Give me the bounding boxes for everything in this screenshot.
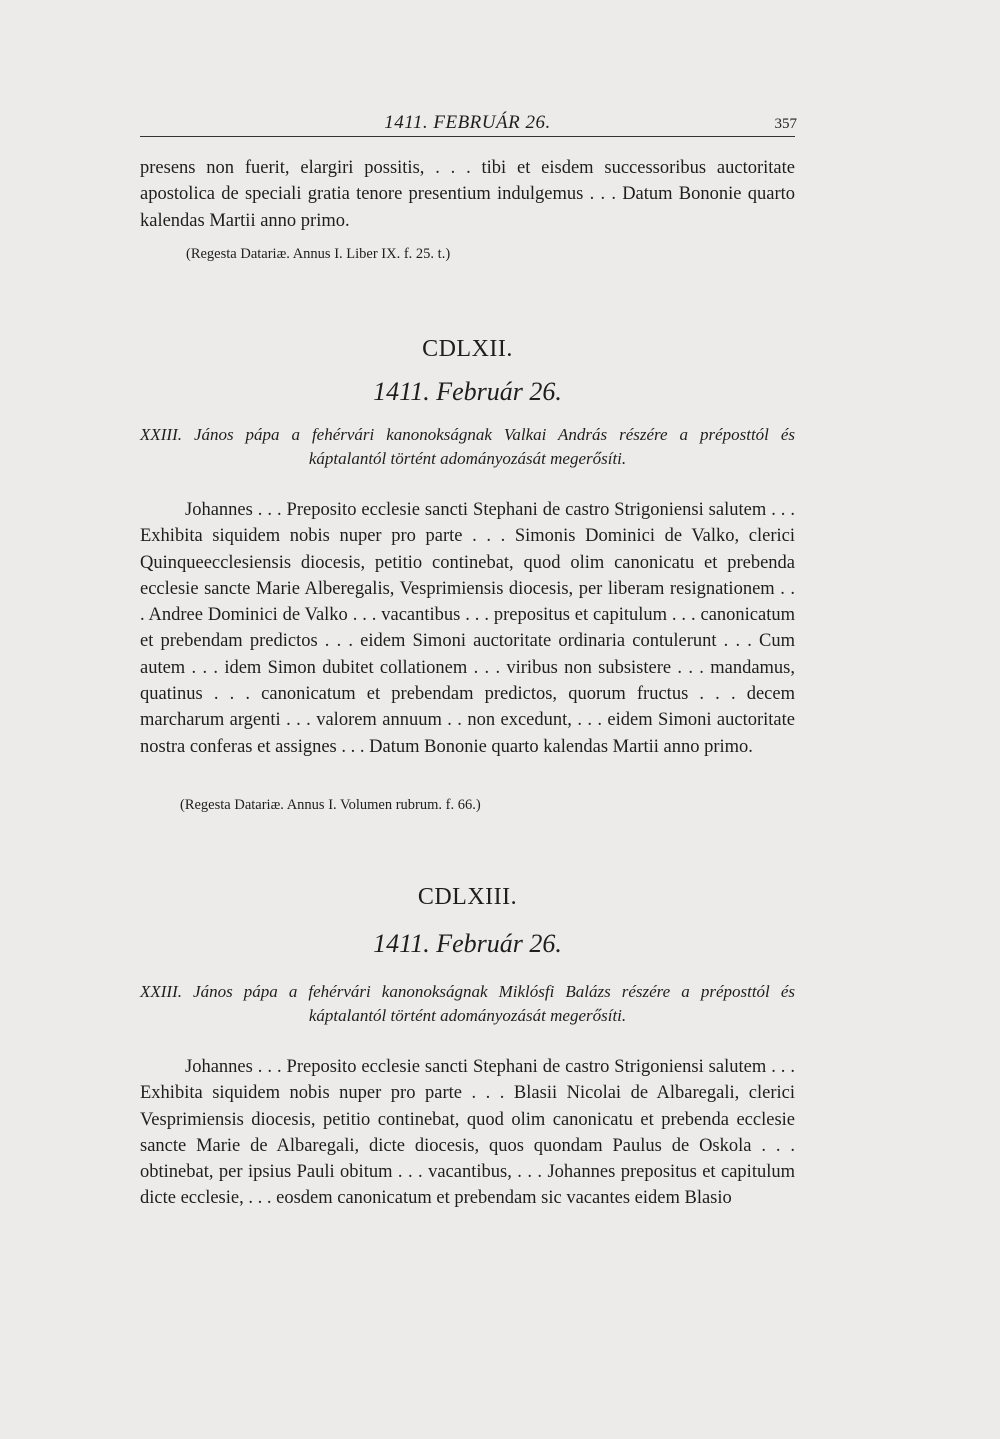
body-paragraph: Johannes . . . Preposito ecclesie sancti Stephani de castro Strigoniensi salutem . . . Exhibita siquidem nobis nuper pro parte . . . Blasii Nicolai de Albaregali, clerici Vesprimiensis diocesis, petitio continebat, quod olim canonicatu et prebenda ecclesie sancte Marie de Albaregali, dicte diocesis, quos quondam Paulus de Oskola . . . obtinebat, per ipsius Pauli obitum . . . vacantibus, . . . Johannes prepositus et capitulum dicte ecclesie, . . . eosdem canonicatum et prebendam sic vacantes eidem Blasio	[140, 1057, 795, 1209]
summary-line: XXIII. János pápa a fehérvári kanonokságnak Miklósfi Balázs részére a préposttól és	[140, 982, 795, 1001]
summary-line: XXIII. János pápa a fehérvári kanonokságnak Valkai András részére a préposttól és	[140, 425, 795, 444]
running-head: 1411. FEBRUÁR 26.	[384, 112, 551, 133]
continued-text	[140, 155, 795, 234]
document-date: 1411. Február 26.	[373, 929, 562, 958]
continued-paragraph: presens non fuerit, elargiri possitis, . . . tibi et eisdem successoribus auctoritate apostolica de speciali gratia tenore presentium indulgemus . . . Datum Bononie quarto kalendas Martii anno primo.	[140, 158, 795, 231]
summary-line: káptalantól történt adományozását megerősíti.	[308, 449, 627, 468]
summary-line: káptalantól történt adományozását megerősíti.	[308, 1006, 627, 1025]
document-number: CDLXII.	[422, 336, 513, 362]
page-header	[140, 108, 795, 137]
document-date: 1411. Február 26.	[373, 377, 562, 406]
document-number: CDLXIII.	[417, 884, 518, 910]
document-source	[180, 795, 780, 815]
document-body	[140, 497, 795, 760]
source-citation: (Regesta Datariæ. Annus I. Volumen rubrum. f. 66.)	[180, 797, 481, 813]
source-citation: (Regesta Datariæ. Annus I. Liber IX. f. 25. t.)	[186, 246, 451, 262]
body-paragraph: Johannes . . . Preposito ecclesie sancti Stephani de castro Strigoniensi salutem . . . Exhibita siquidem nobis nuper pro parte . . . Simonis Dominici de Valko, clerici Quinqueecclesiensis diocesis, petitio continebat, quod olim canonicatu et prebenda ecclesie sancte Marie Alberegalis, Vesprimiensis diocesis, per liberam resignationem . . . Andree Dominici de Valko . . . vacantibus . . . prepositus et capitulum . . . canonicatum et prebendam predictos . . . eidem Simoni auctoritate ordinaria contulerunt . . . Cum autem . . . idem Simon dubitet collationem . . . viribus non subsistere . . . mandamus, quatinus . . . canonicatum et prebendam predictos, quorum fructus . . . decem marcharum argenti . . . valorem annuum . . non excedunt, . . . eidem Simoni auctoritate nostra conferas et assignes . . . Datum Bononie quarto kalendas Martii anno primo.	[140, 500, 795, 757]
document-body	[140, 1054, 795, 1212]
document-summary	[140, 980, 795, 1028]
document-summary	[140, 423, 795, 471]
page-number: 357	[774, 116, 797, 132]
continued-source	[186, 244, 786, 264]
